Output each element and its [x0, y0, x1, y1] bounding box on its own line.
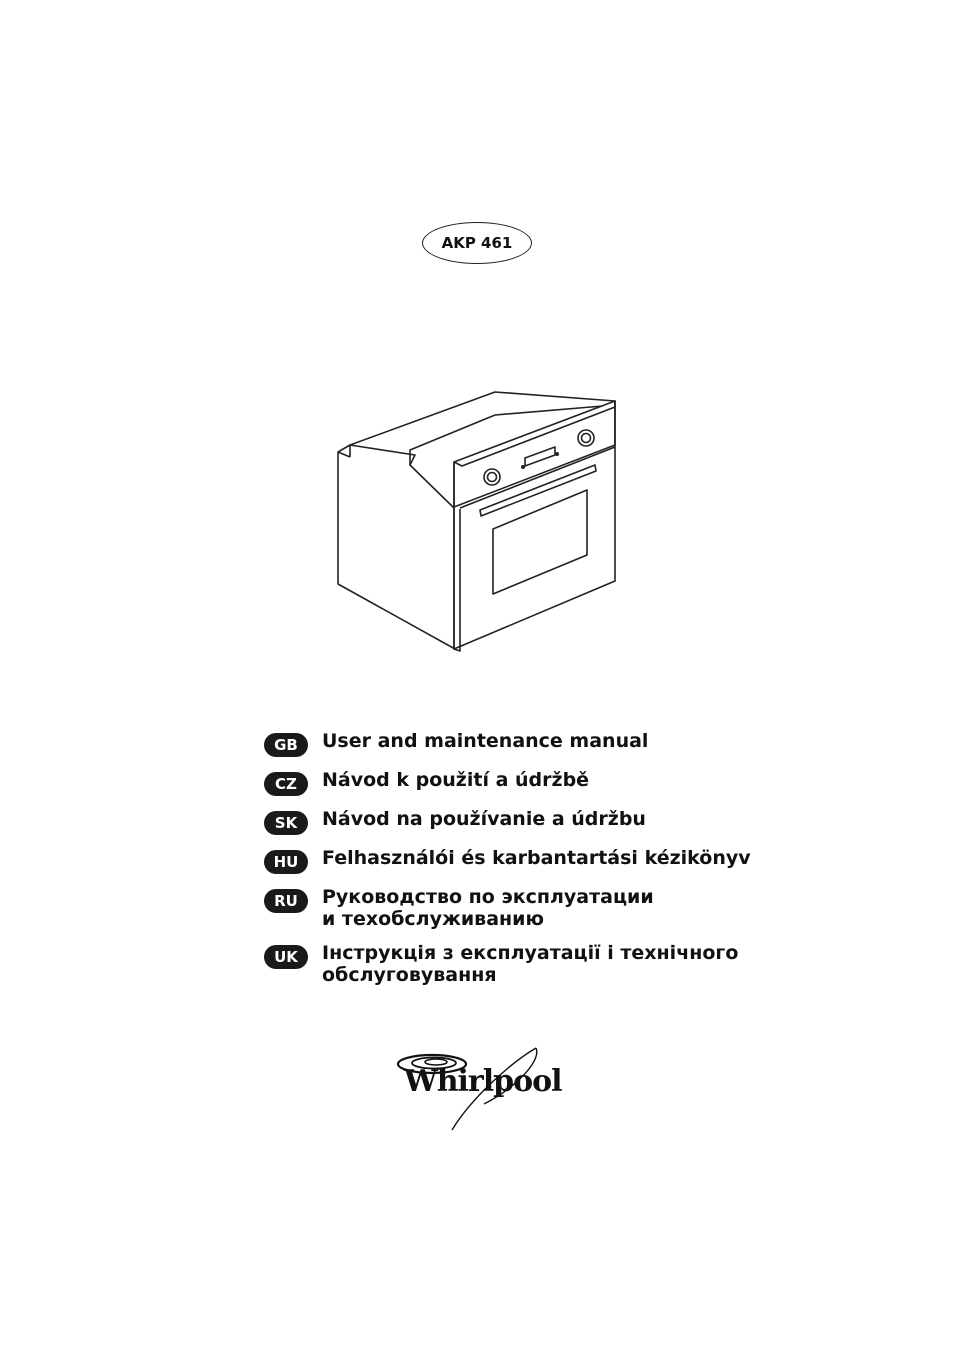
model-number: AKP 461: [441, 234, 513, 252]
language-title-line: и техобслуживанию: [322, 908, 544, 930]
whirlpool-logo: [392, 1042, 564, 1138]
oven-illustration: [330, 385, 630, 660]
language-title-line: Руководство по эксплуатации: [322, 886, 654, 908]
language-item-uk: [264, 942, 784, 986]
language-title: [322, 886, 654, 930]
language-title-line: обслуговування: [322, 964, 497, 986]
language-title: [322, 769, 589, 791]
language-item-cz: [264, 769, 784, 796]
language-title-line: Felhasználói és karbantartási kézikönyv: [322, 847, 751, 869]
language-title: [322, 730, 648, 752]
language-item-ru: [264, 886, 784, 930]
language-code-badge: CZ: [264, 772, 308, 796]
language-item-hu: [264, 847, 784, 874]
language-title-line: Návod k použití a údržbě: [322, 769, 590, 791]
language-title-line: Návod na používanie a údržbu: [322, 808, 646, 830]
language-item-gb: [264, 730, 784, 757]
brand-name: Whirlpool: [404, 1064, 562, 1099]
model-badge: [422, 222, 532, 264]
language-title: [322, 942, 738, 986]
language-code-badge: UK: [264, 945, 308, 969]
language-title-line: Інструкція з експлуатації і технічного: [322, 942, 739, 964]
language-code-badge: SK: [264, 811, 308, 835]
language-code-badge: HU: [264, 850, 308, 874]
language-code-badge: GB: [264, 733, 308, 757]
language-list: [264, 730, 784, 998]
language-code-badge: RU: [264, 889, 308, 913]
language-item-sk: [264, 808, 784, 835]
language-title: [322, 847, 751, 869]
language-title: [322, 808, 646, 830]
language-title-line: User and maintenance manual: [322, 730, 649, 752]
